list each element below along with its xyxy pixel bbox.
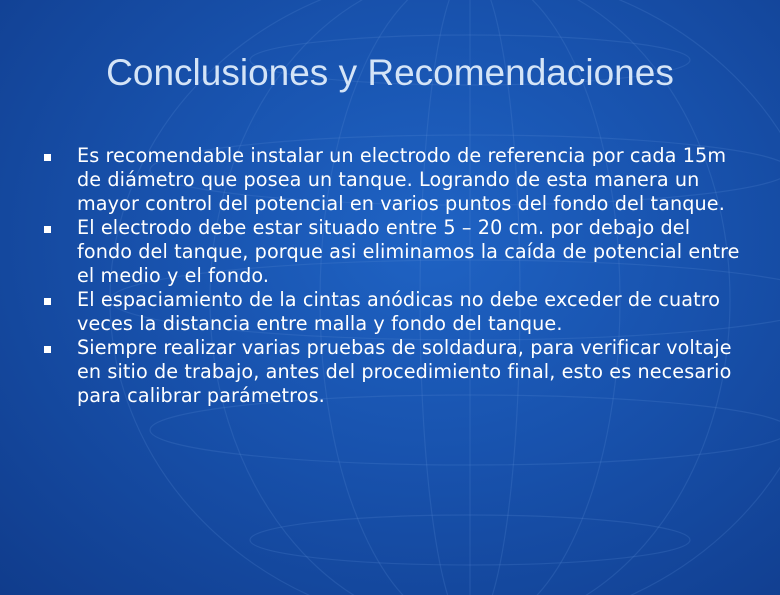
square-bullet-icon — [44, 226, 51, 233]
list-item — [44, 216, 744, 288]
slide-title: Conclusiones y Recomendaciones — [106, 52, 674, 93]
bullet-text: Es recomendable instalar un electrodo de referencia por cada 15m de diámetro que posea un tanque. Logrando de esta manera un mayor control del potencial en varios puntos del fondo del tanque. — [77, 144, 727, 215]
list-item — [44, 336, 744, 408]
bullet-list — [44, 144, 744, 408]
square-bullet-icon — [44, 154, 51, 161]
bullet-text: El electrodo debe estar situado entre 5 – 20 cm. por debajo del fondo del tanque, porque asi eliminamos la caída de potencial entre el medio y el fondo. — [77, 216, 740, 287]
square-bullet-icon — [44, 346, 51, 353]
square-bullet-icon — [44, 298, 51, 305]
bullet-text: El espaciamiento de la cintas anódicas no debe exceder de cuatro veces la distancia entre malla y fondo del tanque. — [77, 288, 721, 335]
bullet-text: Siempre realizar varias pruebas de soldadura, para verificar voltaje en sitio de trabajo, antes del procedimiento final, esto es necesario para calibrar parámetros. — [77, 336, 732, 407]
list-item — [44, 288, 744, 336]
list-item — [44, 144, 744, 216]
